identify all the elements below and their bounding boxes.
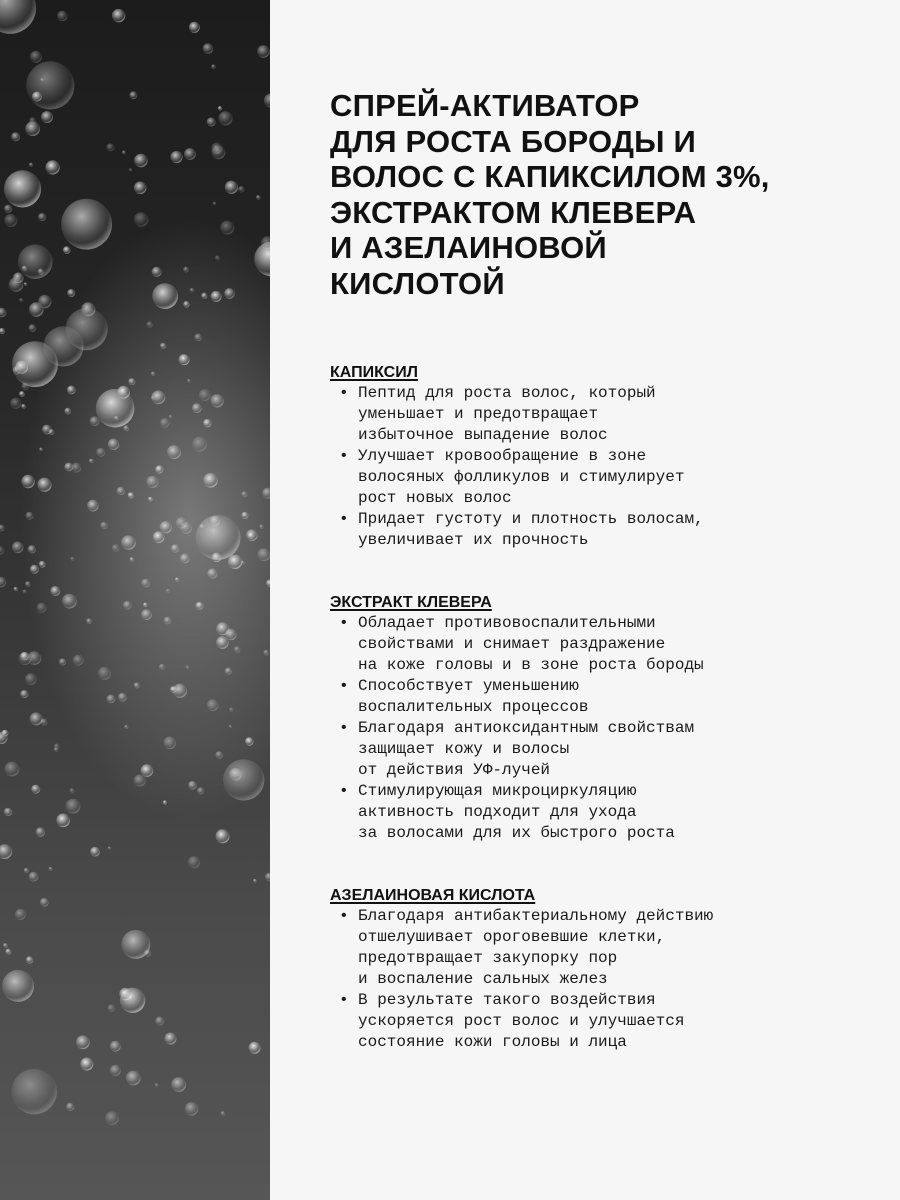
bubble: [265, 873, 270, 882]
bubble: [25, 121, 40, 136]
bubble: [106, 143, 114, 151]
bubble: [152, 283, 178, 309]
bubble: [15, 909, 26, 920]
bubble: [3, 943, 8, 948]
bubble: [196, 515, 241, 560]
bubble: [152, 267, 162, 277]
bubble: [11, 132, 20, 141]
bubble: [59, 658, 66, 665]
bubble: [4, 214, 17, 227]
bubble: [146, 476, 158, 488]
bubble: [30, 51, 42, 63]
page-title: [330, 88, 870, 301]
bubble: [66, 799, 81, 814]
bubble: [4, 205, 12, 213]
bubble: [192, 437, 207, 452]
bullet-list: [330, 906, 870, 1053]
bubble: [241, 491, 247, 497]
bubble: [114, 416, 118, 420]
bubble: [63, 246, 71, 254]
bubble: [62, 594, 77, 609]
bubble: [153, 531, 165, 543]
bubble: [30, 712, 43, 725]
bubble: [67, 289, 75, 297]
list-item-line: Обладает противовоспалительными: [358, 614, 656, 632]
bubble: [0, 546, 4, 555]
bubble: [80, 1058, 93, 1071]
list-item-line: Улучшает кровообращение в зоне: [358, 447, 647, 465]
title-line: КИСЛОТОЙ: [330, 265, 505, 301]
bubble: [203, 43, 214, 54]
bubble: [151, 372, 155, 376]
bubble: [192, 403, 202, 413]
bubble: [189, 22, 200, 33]
bubble: [0, 308, 6, 318]
list-item: [330, 990, 870, 1053]
bubble: [105, 1111, 119, 1125]
list-item-line: защищает кожу и волосы: [358, 740, 570, 758]
bubble: [73, 655, 84, 666]
section-clover-extract: [330, 593, 870, 844]
bubble: [46, 160, 60, 174]
bubble: [211, 64, 216, 69]
bubble: [20, 690, 28, 698]
bubble: [128, 492, 134, 498]
list-item-line: предотвращает закупорку пор: [358, 949, 618, 967]
bubble: [134, 182, 147, 195]
bubble: [129, 168, 132, 171]
bubble: [215, 751, 223, 759]
bubble: [108, 439, 119, 450]
bubble: [38, 213, 46, 221]
bubble: [87, 500, 99, 512]
bubble: [39, 448, 43, 452]
section-azelaic-acid: [330, 886, 870, 1053]
bubble: [234, 646, 241, 653]
bubble: [196, 602, 204, 610]
bubble: [57, 11, 67, 21]
bubble: [218, 111, 232, 125]
list-item-line: отшелушивает ороговевшие клетки,: [358, 928, 666, 946]
bubble: [263, 650, 269, 656]
list-item-line: свойствами и снимает раздражение: [358, 635, 666, 653]
bubble: [54, 744, 60, 750]
bubble: [86, 618, 92, 624]
bubble: [197, 787, 204, 794]
bubble: [49, 867, 53, 871]
bubble: [89, 459, 93, 463]
list-item-line: воспалительных процессов: [358, 698, 589, 716]
bubble: [159, 664, 165, 670]
bubble: [144, 950, 151, 957]
list-item-line: ускоряется рост волос и улучшается: [358, 1012, 685, 1030]
bubble: [117, 487, 125, 495]
bubble: [22, 266, 28, 272]
bubble: [64, 408, 71, 415]
bubble: [224, 288, 235, 299]
bubble: [28, 324, 36, 332]
bubble: [0, 577, 6, 587]
bubble: [10, 398, 21, 409]
bubble: [211, 143, 222, 154]
bubble: [147, 321, 153, 327]
bubble: [148, 497, 153, 502]
bubble: [121, 535, 136, 550]
bubble: [216, 829, 230, 843]
bubble: [25, 581, 31, 587]
bubble: [37, 478, 51, 492]
bubble: [14, 587, 18, 591]
bubble: [9, 277, 24, 292]
bubble: [249, 1042, 261, 1054]
bubble: [221, 1111, 226, 1116]
bubble: [203, 473, 218, 488]
bubble: [143, 603, 147, 607]
bubble: [4, 808, 12, 816]
bubble: [112, 544, 120, 552]
bubble: [38, 295, 51, 308]
list-item-line: избыточное выпадение волос: [358, 426, 608, 444]
bubbles-photo: [0, 0, 270, 1200]
list-item-line: уменьшает и предотвращает: [358, 405, 599, 423]
bubble: [207, 568, 217, 578]
bubble: [160, 343, 166, 349]
bubble: [40, 898, 49, 907]
bubble: [173, 684, 187, 698]
bullet-icon: •: [339, 510, 349, 528]
bubble: [28, 545, 36, 553]
bubble: [31, 785, 40, 794]
bullet-icon: •: [339, 907, 349, 925]
bubble: [48, 429, 54, 435]
bubble: [0, 0, 36, 34]
bubble: [61, 199, 112, 250]
bubble: [12, 341, 58, 387]
bubble: [220, 221, 234, 235]
bubble: [166, 589, 170, 593]
bubble: [165, 1033, 177, 1045]
bubble: [107, 695, 116, 704]
bubble: [175, 577, 179, 581]
bullet-icon: •: [339, 719, 349, 737]
bubble: [18, 652, 31, 665]
list-item-line: увеличивает их прочность: [358, 531, 589, 549]
bullet-icon: •: [339, 384, 349, 402]
bubble: [119, 988, 131, 1000]
bubble: [223, 759, 264, 800]
bubble: [190, 288, 194, 292]
bubble: [100, 522, 107, 529]
bubble: [96, 448, 105, 457]
bubble: [19, 298, 23, 302]
bubble: [4, 762, 19, 777]
bubble: [29, 872, 39, 882]
bubble: [25, 673, 37, 685]
bubble: [179, 354, 190, 365]
list-item-line: на коже головы и в зоне роста бороды: [358, 656, 704, 674]
bubble: [90, 416, 100, 426]
bubble: [256, 195, 260, 199]
bubble-haze: [20, 220, 270, 820]
bubble: [21, 475, 34, 488]
bubble: [24, 868, 29, 873]
bubble: [187, 379, 191, 383]
bubble: [207, 117, 216, 126]
bubble: [0, 844, 12, 859]
list-item: [330, 509, 870, 551]
bubble: [124, 725, 128, 729]
bubble: [108, 1004, 116, 1012]
bubble: [229, 725, 232, 728]
bullet-icon: •: [339, 782, 349, 800]
bubble: [218, 106, 222, 110]
bubble: [141, 764, 154, 777]
bubble: [36, 827, 45, 836]
bubble: [155, 465, 163, 473]
list-item-line: Стимулирующая микроциркуляцию: [358, 782, 637, 800]
list-item: [330, 781, 870, 844]
bubble: [66, 1103, 74, 1111]
bubble: [207, 699, 219, 711]
bubble: [90, 847, 100, 857]
bullet-icon: •: [339, 614, 349, 632]
bubble: [128, 378, 135, 385]
bubble: [257, 45, 270, 58]
list-item-line: Пептид для роста волос, который: [358, 384, 656, 402]
bubble: [225, 181, 238, 194]
list-item-line: за волосами для их быстрого роста: [358, 824, 675, 842]
section-capixyl: [330, 363, 870, 551]
bubble: [0, 525, 5, 532]
bubble: [71, 463, 81, 473]
bubble: [24, 282, 27, 285]
title-line: ДЛЯ РОСТА БОРОДЫ И: [330, 123, 697, 159]
bubble: [67, 386, 76, 395]
bullet-icon: •: [339, 677, 349, 695]
bubble: [123, 601, 132, 610]
bubble: [98, 667, 111, 680]
bubble: [19, 391, 25, 397]
bubble: [238, 186, 244, 192]
bubble: [118, 693, 127, 702]
bubble: [37, 603, 47, 613]
bubble: [194, 334, 202, 342]
bubble: [188, 856, 200, 868]
bubble: [108, 847, 111, 850]
list-item-line: состояние кожи головы и лица: [358, 1033, 627, 1051]
list-item-line: Благодаря антибактериальному действию: [358, 907, 714, 925]
bubble: [257, 548, 270, 561]
list-item: [330, 676, 870, 718]
bubble: [228, 555, 242, 569]
bubble: [213, 202, 216, 205]
bullet-list: [330, 383, 870, 551]
bubble: [186, 666, 189, 669]
bubble: [171, 1077, 186, 1092]
bubble: [0, 328, 5, 334]
bubble: [12, 542, 24, 554]
list-item-line: от действия УФ-лучей: [358, 761, 551, 779]
bubble: [245, 737, 254, 746]
list-item: [330, 613, 870, 676]
bubble: [171, 544, 179, 552]
bubble: [155, 1017, 164, 1026]
bubble: [134, 212, 149, 227]
title-line: СПРЕЙ-АКТИВАТОР: [330, 88, 640, 123]
list-item-line: рост новых волос: [358, 489, 512, 507]
list-item-line: В результате такого воздействия: [358, 991, 656, 1009]
bubble: [134, 775, 146, 787]
bubble: [30, 565, 39, 574]
bubble: [248, 533, 254, 539]
bubble: [259, 525, 263, 529]
section-heading: ЭКСТРАКТ КЛЕВЕРА: [330, 594, 492, 611]
bubble: [76, 1035, 90, 1049]
bubble: [2, 970, 34, 1002]
bubble: [70, 788, 75, 793]
bubble: [183, 301, 190, 308]
bubble: [18, 244, 53, 279]
list-item-line: Способствует уменьшению: [358, 677, 579, 695]
title-line: ВОЛОС С КАПИКСИЛОМ 3%,: [330, 159, 770, 194]
bubble: [164, 617, 172, 625]
bubble: [130, 557, 134, 561]
bubble: [160, 418, 170, 428]
bubble: [169, 415, 172, 418]
section-heading: АЗЕЛАИНОВАЯ КИСЛОТА: [330, 887, 536, 904]
bubble: [155, 1083, 159, 1087]
bubble: [26, 512, 34, 520]
bullet-icon: •: [339, 447, 349, 465]
bubble: [225, 668, 232, 675]
bubble: [5, 949, 11, 955]
bubble: [216, 636, 229, 649]
bubble: [163, 800, 167, 804]
list-item: [330, 906, 870, 990]
bubble: [122, 151, 126, 155]
bubble: [134, 682, 140, 688]
bubble: [241, 512, 248, 519]
bubble: [253, 879, 256, 882]
bubble: [210, 394, 223, 407]
bubble: [215, 255, 220, 260]
bubble: [23, 590, 27, 594]
bullet-list: [330, 613, 870, 844]
bubble: [66, 308, 108, 350]
list-item-line: волосяных фолликулов и стимулирует: [358, 468, 685, 486]
bubble: [39, 561, 46, 568]
list-item-line: и воспаление сальных желез: [358, 970, 608, 988]
bubble: [184, 148, 196, 160]
bubble: [123, 425, 129, 431]
bubble: [151, 396, 156, 401]
bubble: [126, 1071, 141, 1086]
title-line: ЭКСТРАКТОМ КЛЕВЕРА: [330, 194, 697, 230]
bubble: [201, 293, 207, 299]
bubble: [112, 9, 125, 22]
section-heading: КАПИКСИЛ: [330, 364, 418, 381]
list-item: [330, 446, 870, 509]
bubble: [183, 267, 189, 273]
bubble: [167, 445, 181, 459]
list-item-line: Благодаря антиоксидантным свойствам: [358, 719, 695, 737]
bubble: [134, 154, 148, 168]
list-item-line: Придает густоту и плотность волосам,: [358, 510, 704, 528]
bubble: [180, 522, 192, 534]
bubble: [41, 111, 53, 123]
bubble: [211, 291, 222, 302]
bubble: [203, 419, 211, 427]
bubble: [180, 554, 190, 564]
bubble: [264, 93, 270, 107]
bubble: [21, 404, 26, 409]
bubble: [110, 1041, 121, 1052]
bubble: [50, 586, 60, 596]
bubble: [185, 1102, 198, 1115]
bubble: [170, 151, 182, 163]
list-item: [330, 383, 870, 446]
bubble: [199, 389, 211, 401]
bubble: [26, 956, 33, 963]
bubbles-image: [0, 0, 270, 1200]
bubble: [188, 781, 197, 790]
bullet-icon: •: [339, 991, 349, 1009]
bubble: [117, 386, 130, 399]
bubble: [12, 1069, 57, 1114]
bubble: [141, 609, 152, 620]
list-item: [330, 718, 870, 781]
bubble: [110, 1065, 121, 1076]
bubble: [56, 814, 70, 828]
bubble: [229, 707, 234, 712]
list-item-line: активность подходит для ухода: [358, 803, 637, 821]
bubble: [26, 61, 74, 109]
bubble: [129, 91, 137, 99]
content-column: [330, 88, 870, 1053]
bubble: [160, 521, 172, 533]
bubble: [141, 579, 150, 588]
bubble: [164, 737, 177, 750]
bubble: [29, 163, 33, 167]
title-line: И АЗЕЛАИНОВОЙ: [330, 230, 607, 265]
bubble: [4, 170, 41, 207]
bubble: [70, 557, 74, 561]
